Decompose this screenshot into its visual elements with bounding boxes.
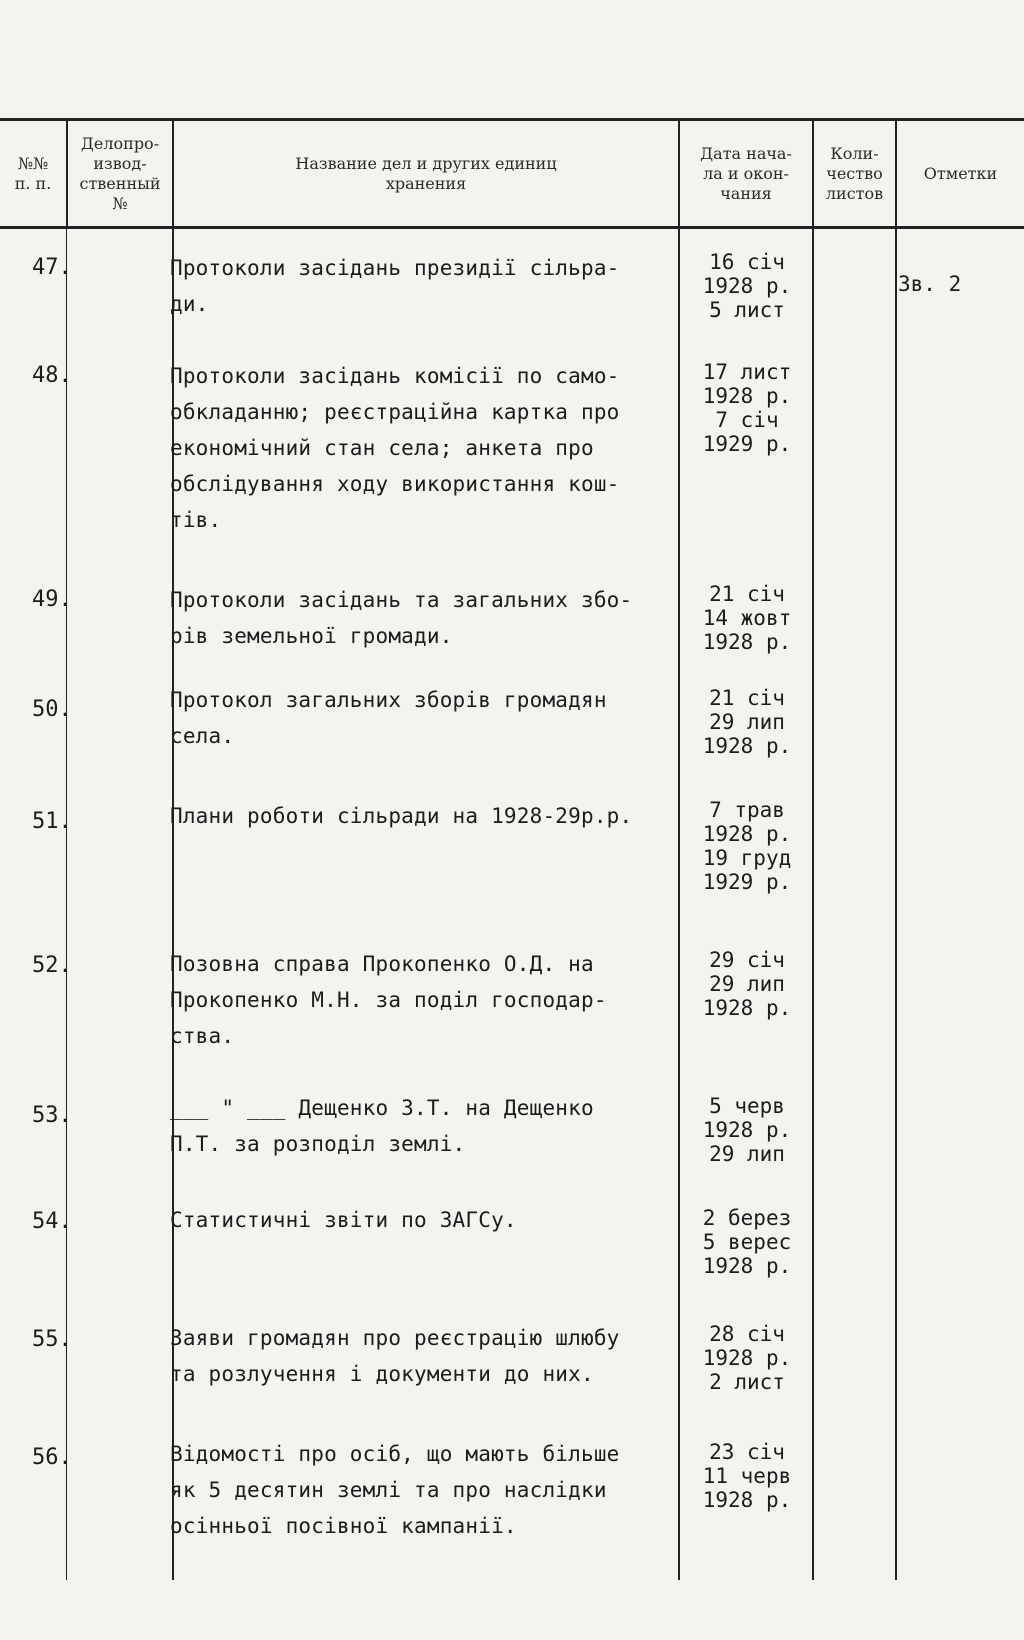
- row-number: 47.: [32, 255, 72, 280]
- column-divider-1-body: [66, 228, 67, 1580]
- row-dates: 21 січ 29 лип 1928 р.: [702, 686, 792, 758]
- row-title: Відомості про осіб, що мають більше як 5 десятин землі та про наслідки осінньої посівної кампанії.: [170, 1442, 620, 1538]
- column-divider-4: [812, 118, 814, 1580]
- row-dates: 2 берез 5 верес 1928 р.: [702, 1206, 792, 1278]
- header-col-office-number: Делопро- извод- ственный №: [79, 134, 161, 213]
- row-title: Протоколи засідань президії сільра- ди.: [170, 256, 620, 316]
- row-dates: 7 трав 1928 р. 19 груд 1929 р.: [702, 798, 792, 894]
- row-number: 56.: [32, 1445, 72, 1470]
- row-number: 52.: [32, 953, 72, 978]
- row-dates: 29 січ 29 лип 1928 р.: [702, 948, 792, 1020]
- row-number: 49.: [32, 587, 72, 612]
- row-title: Позовна справа Прокопенко О.Д. на Прокопенко М.Н. за поділ господар- ства.: [170, 952, 607, 1048]
- row-title: Протокол загальних зборів громадян села.: [170, 688, 607, 748]
- row-number: 48.: [32, 363, 72, 388]
- row-notes: Зв. 2: [898, 272, 962, 296]
- header-bottom-rule: [0, 226, 1024, 229]
- row-number: 51.: [32, 809, 72, 834]
- row-number: 54.: [32, 1209, 72, 1234]
- row-title: ___ " ___ Дещенко З.Т. на Дещенко П.Т. за розподіл землі.: [170, 1096, 594, 1156]
- header-col-dates: Дата нача- ла и окон- чания: [700, 144, 792, 203]
- header-col-title: Название дел и других единиц хранения: [295, 154, 557, 193]
- row-title: Статистичні звіти по ЗАГСу.: [170, 1208, 517, 1232]
- row-number: 50.: [32, 697, 72, 722]
- row-dates: 23 січ 11 черв 1928 р.: [702, 1440, 792, 1512]
- header-col-notes: Отметки: [923, 164, 998, 183]
- row-number: 53.: [32, 1103, 72, 1128]
- row-dates: 16 січ 1928 р. 5 лист: [702, 250, 792, 322]
- row-number: 55.: [32, 1327, 72, 1352]
- row-dates: 28 січ 1928 р. 2 лист: [702, 1322, 792, 1394]
- header-col-num: №№ п. п.: [14, 154, 52, 193]
- row-dates: 5 черв 1928 р. 29 лип: [702, 1094, 792, 1166]
- row-title: Заяви громадян про реєстрацію шлюбу та розлучення і документи до них.: [170, 1326, 620, 1386]
- row-dates: 17 лист 1928 р. 7 січ 1929 р.: [702, 360, 792, 456]
- column-divider-5: [895, 118, 897, 1580]
- row-dates: 21 січ 14 жовт 1928 р.: [702, 582, 792, 654]
- row-title: Плани роботи сільради на 1928-29р.р.: [170, 804, 633, 828]
- header-top-rule: [0, 118, 1024, 121]
- header-col-sheet-count: Коли- чество листов: [825, 144, 884, 203]
- row-title: Протоколи засідань та загальних збо- рів земельної громади.: [170, 588, 633, 648]
- row-title: Протоколи засідань комісії по само- обкладанню; реєстраційна картка про економічний стан села; анкета про обслідування ходу використання кош- тів.: [170, 364, 620, 532]
